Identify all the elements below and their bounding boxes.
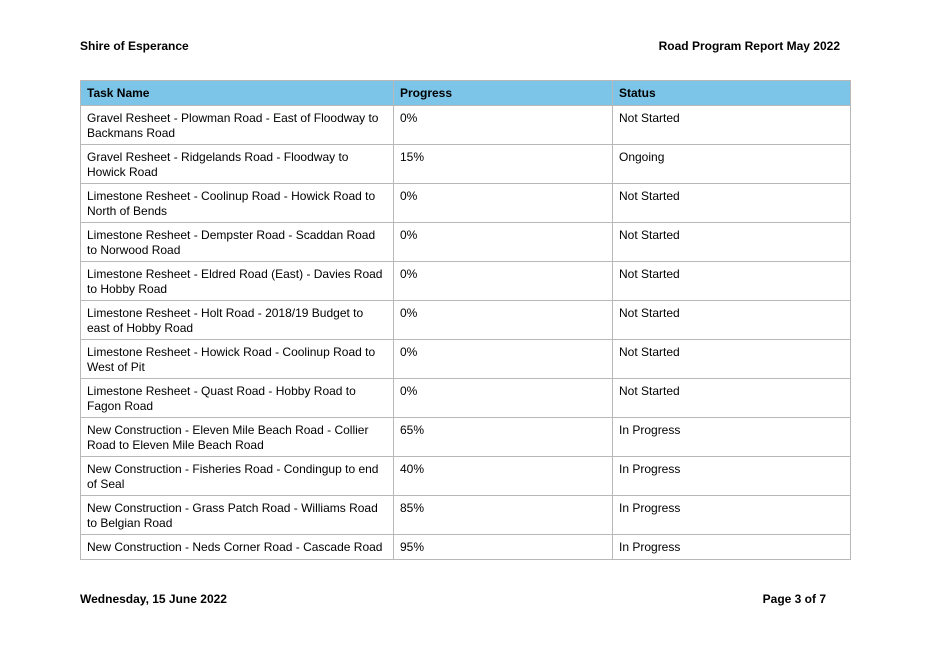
page-number: Page 3 of 7: [762, 592, 826, 606]
table-row: [81, 340, 851, 379]
status-cell: Not Started: [613, 223, 851, 262]
progress-cell: 65%: [394, 418, 613, 457]
task-name-cell: Limestone Resheet - Howick Road - Coolinup Road to West of Pit: [81, 340, 394, 379]
status-cell: In Progress: [613, 418, 851, 457]
column-header-task-name: Task Name: [81, 81, 394, 106]
progress-cell: 0%: [394, 223, 613, 262]
status-cell: Not Started: [613, 184, 851, 223]
progress-cell: 40%: [394, 457, 613, 496]
table-row: [81, 379, 851, 418]
progress-cell: 0%: [394, 262, 613, 301]
status-cell: Not Started: [613, 262, 851, 301]
status-cell: In Progress: [613, 496, 851, 535]
table-row: [81, 145, 851, 184]
progress-cell: 0%: [394, 379, 613, 418]
status-cell: Ongoing: [613, 145, 851, 184]
status-cell: Not Started: [613, 106, 851, 145]
table-row: [81, 418, 851, 457]
progress-cell: 0%: [394, 106, 613, 145]
road-program-table: [80, 80, 851, 560]
table-row: [81, 535, 851, 560]
status-cell: Not Started: [613, 379, 851, 418]
column-header-progress: Progress: [394, 81, 613, 106]
progress-cell: 0%: [394, 184, 613, 223]
task-name-cell: New Construction - Fisheries Road - Condingup to end of Seal: [81, 457, 394, 496]
status-cell: Not Started: [613, 340, 851, 379]
report-title: Road Program Report May 2022: [658, 39, 840, 53]
progress-cell: 85%: [394, 496, 613, 535]
progress-cell: 0%: [394, 301, 613, 340]
task-name-cell: Limestone Resheet - Holt Road - 2018/19 Budget to east of Hobby Road: [81, 301, 394, 340]
task-name-cell: Limestone Resheet - Quast Road - Hobby Road to Fagon Road: [81, 379, 394, 418]
progress-cell: 0%: [394, 340, 613, 379]
table-row: [81, 262, 851, 301]
task-name-cell: Limestone Resheet - Coolinup Road - Howick Road to North of Bends: [81, 184, 394, 223]
task-name-cell: New Construction - Neds Corner Road - Cascade Road: [81, 535, 394, 560]
progress-cell: 15%: [394, 145, 613, 184]
organisation-name: Shire of Esperance: [80, 39, 189, 53]
status-cell: Not Started: [613, 301, 851, 340]
table-row: [81, 223, 851, 262]
table-row: [81, 184, 851, 223]
column-header-status: Status: [613, 81, 851, 106]
task-name-cell: Gravel Resheet - Plowman Road - East of Floodway to Backmans Road: [81, 106, 394, 145]
task-name-cell: Limestone Resheet - Dempster Road - Scaddan Road to Norwood Road: [81, 223, 394, 262]
task-name-cell: New Construction - Eleven Mile Beach Road - Collier Road to Eleven Mile Beach Road: [81, 418, 394, 457]
task-name-cell: New Construction - Grass Patch Road - Williams Road to Belgian Road: [81, 496, 394, 535]
progress-cell: 95%: [394, 535, 613, 560]
task-name-cell: Limestone Resheet - Eldred Road (East) - Davies Road to Hobby Road: [81, 262, 394, 301]
table-row: [81, 496, 851, 535]
table-header-row: [81, 81, 851, 106]
table-row: [81, 457, 851, 496]
table-row: [81, 106, 851, 145]
status-cell: In Progress: [613, 535, 851, 560]
report-date: Wednesday, 15 June 2022: [80, 592, 227, 606]
table-row: [81, 301, 851, 340]
status-cell: In Progress: [613, 457, 851, 496]
task-name-cell: Gravel Resheet - Ridgelands Road - Floodway to Howick Road: [81, 145, 394, 184]
